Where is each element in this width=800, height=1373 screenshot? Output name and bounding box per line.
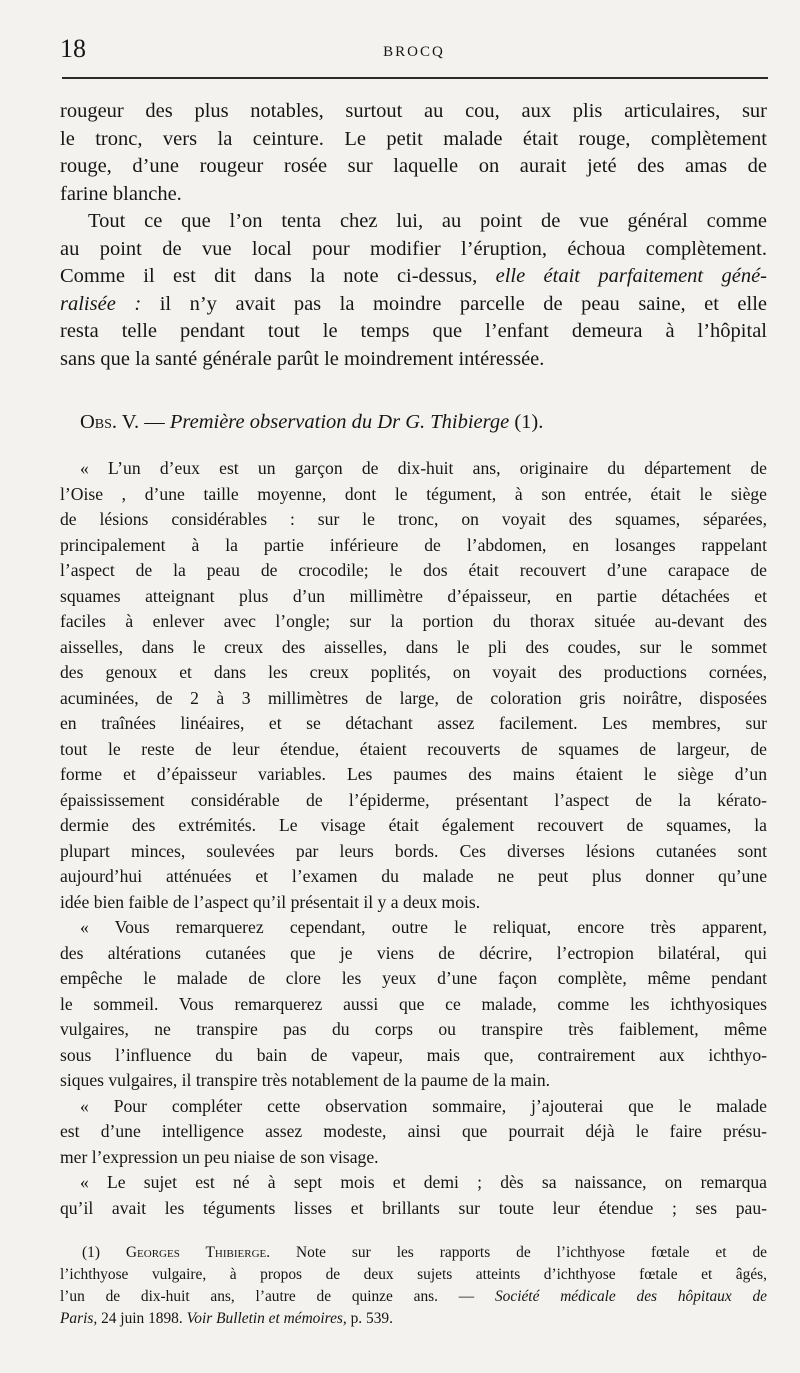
footnote-reference: (1).: [514, 411, 544, 433]
text-segment: Note sur les rapports de l’ichthyose fœtale et de: [296, 1244, 767, 1261]
footnote-line: [60, 1286, 767, 1308]
footnote-line: l’ichthyose vulgaire, à propos de deux sujets atteints d’ichthyose fœtale et âgés,: [60, 1266, 767, 1283]
text-line: est d’une intelligence assez modeste, ainsi que pourrait déjà le faire présu-: [60, 1121, 767, 1141]
text-line: aisselles, dans le creux des aisselles, dans le pli des coudes, sur le sommet: [60, 636, 767, 657]
text-line: rouge, d’une rougeur rosée sur laquelle on aurait jeté des amas de: [60, 155, 767, 177]
emphasis: elle était parfaitement géné-: [495, 265, 767, 287]
running-title: BROCQ: [383, 44, 445, 60]
text-line: de lésions considérables : sur le tronc, on voyait des squames, séparées,: [60, 509, 767, 529]
text-segment: l’un de dix-huit ans, l’autre de quinze ans. —: [60, 1288, 475, 1305]
text-line: sous l’influence du bain de vapeur, mais que, contrairement aux ichthyo-: [60, 1044, 767, 1065]
text-line: aujourd’hui atténuées et l’examen du malade ne peut plus donner qu’une: [60, 866, 767, 886]
footnote: [60, 1242, 767, 1330]
page-header: [60, 30, 768, 70]
text-line: l’Oise , d’une taille moyenne, dont le tégument, à son entrée, était le siège: [60, 483, 767, 504]
text-line: acuminées, de 2 à 3 millimètres de large, de coloration gris noirâtre, disposées: [60, 687, 767, 708]
text-line: épaississement considérable de l’épiderme, présentant l’aspect de la kérato-: [60, 789, 767, 810]
header-rule: [62, 77, 768, 79]
text-line: squames atteignant plus d’un millimètre d’épaisseur, en partie détachées et: [60, 585, 767, 606]
text-line: en traînées linéaires, et se détachant assez facilement. Les membres, sur: [60, 713, 767, 733]
text-line: le sommeil. Vous remarquerez aussi que ce malade, comme les ichthyosiques: [60, 993, 767, 1014]
text-line: au point de vue local pour modifier l’éruption, échoua complètement.: [60, 237, 767, 260]
emphasis: Paris,: [60, 1310, 98, 1327]
text-line: plupart minces, soulevées par leurs bords. Ces diverses lésions cutanées sont: [60, 840, 767, 861]
observation-heading: [80, 408, 543, 436]
text-segment: p. 539.: [350, 1310, 393, 1327]
text-line: des altérations cutanées que je viens de décrire, l’ectropion bilatéral, qui: [60, 942, 767, 963]
text-line: siques vulgaires, il transpire très notablement de la paume de la main.: [60, 1070, 551, 1090]
footnote-marker: (1): [82, 1244, 100, 1261]
text-line: sans que la santé générale parût le moindrement intéressée.: [60, 347, 545, 370]
page-number: 18: [60, 34, 86, 63]
text-line: farine blanche.: [60, 182, 182, 205]
text-line: empêche le malade de clore les yeux d’une façon complète, même pendant: [60, 968, 767, 988]
footnote-author: Georges Thibierge.: [125, 1244, 271, 1261]
observation-title: Première observation du Dr G. Thibierge: [169, 411, 510, 433]
observation-label: Obs. V.: [80, 411, 140, 433]
text-line: le tronc, vers la ceinture. Le petit malade était rouge, complètement: [60, 127, 767, 150]
text-line: idée bien faible de l’aspect qu’il présentait il y a deux mois.: [60, 891, 481, 912]
text-line: « Le sujet est né à sept mois et demi ; dès sa naissance, on remarqua: [80, 1172, 767, 1192]
text-line: rougeur des plus notables, surtout au cou, aux plis articulaires, sur: [60, 100, 767, 122]
text-line: [60, 263, 767, 291]
text-line: principalement à la partie inférieure de l’abdomen, en losanges rappelant: [60, 534, 767, 555]
text-line: « Vous remarquerez cependant, outre le reliquat, encore très apparent,: [80, 917, 767, 937]
footnote-line: [60, 1308, 767, 1330]
text-line: [60, 291, 767, 319]
text-line: faciles à enlever avec l’ongle; sur la portion du thorax située au-devant des: [60, 611, 767, 631]
text-line: forme et d’épaisseur variables. Les paumes des mains étaient le siège d’un: [60, 764, 767, 784]
text-line: « Pour compléter cette observation sommaire, j’ajouterai que le malade: [80, 1095, 767, 1116]
emphasis: ralisée :: [60, 292, 142, 315]
text-line: qu’il avait les téguments lisses et brillants sur toute leur étendue ; ses pau-: [60, 1197, 767, 1218]
text-line: Tout ce que l’on tenta chez lui, au point de vue général comme: [88, 210, 767, 232]
text-segment: Comme il est dit dans la note ci-dessus,: [60, 265, 478, 287]
text-line: vulgaires, ne transpire pas du corps ou transpire très faiblement, même: [60, 1019, 767, 1039]
heading-dash: —: [144, 411, 165, 433]
text-line: l’aspect de la peau de crocodile; le dos était recouvert d’une carapace de: [60, 560, 767, 580]
main-paragraphs: [60, 98, 767, 373]
text-line: mer l’expression un peu niaise de son visage.: [60, 1146, 379, 1167]
emphasis: Voir Bulletin et mémoires,: [186, 1310, 347, 1327]
text-line: « L’un d’eux est un garçon de dix-huit ans, originaire du département de: [80, 458, 767, 478]
text-line: resta telle pendant tout le temps que l’enfant demeura à l’hôpital: [60, 320, 767, 342]
text-segment: il n’y avait pas la moindre parcelle de peau saine, et elle: [159, 292, 767, 315]
quoted-observation: [60, 456, 767, 1221]
footnote-line: [60, 1242, 767, 1264]
text-line: tout le reste de leur étendue, étaient recouverts de squames de largeur, de: [60, 738, 767, 759]
emphasis: Société médicale des hôpitaux de: [494, 1288, 767, 1305]
text-line: dermie des extrémités. Le visage était également recouvert de squames, la: [60, 815, 767, 835]
text-segment: 24 juin 1898.: [101, 1310, 183, 1327]
text-line: des genoux et dans les creux poplités, on voyait des productions cornées,: [60, 662, 767, 682]
